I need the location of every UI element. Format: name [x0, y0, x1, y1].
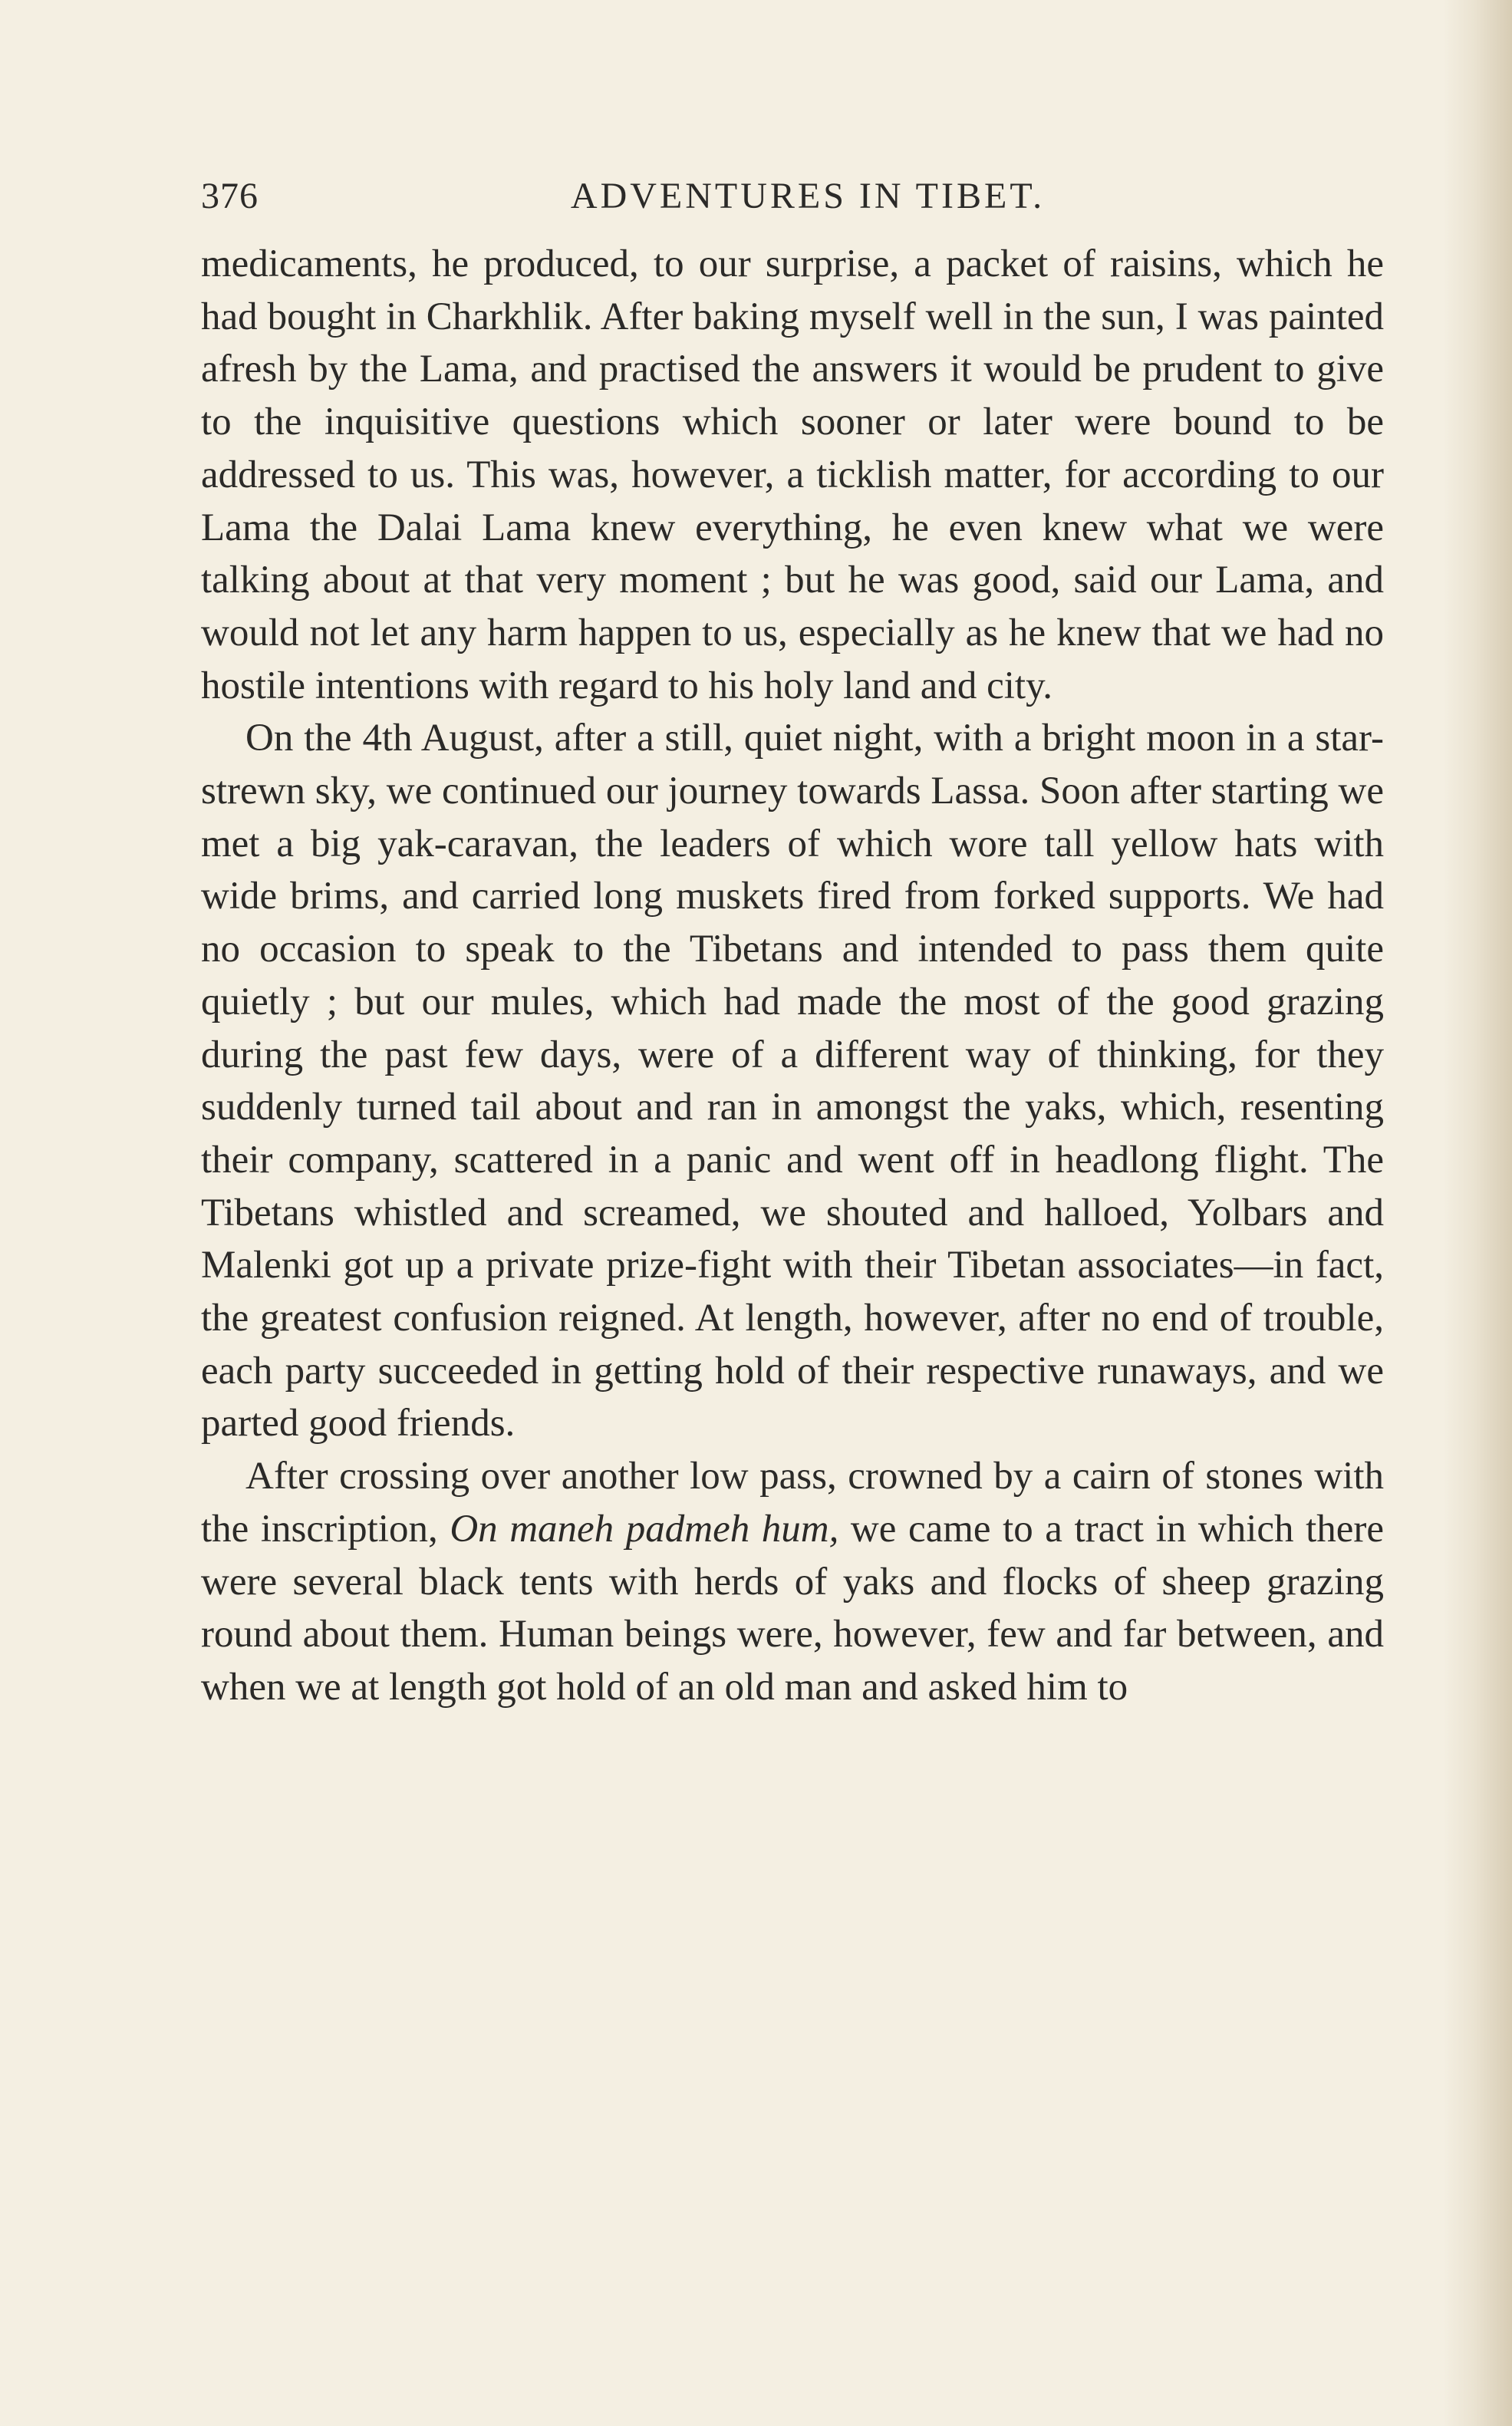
paragraph-1: medicaments, he produced, to our surprise, a packet of raisins, which he had bought in Charkhlik. After baking myself well in the sun, I was painted afresh by the Lama, and practised the answers it would be prudent to give to the inquisitive questions which sooner or later were bound to be addressed to us. This was, however, a ticklish matter, for according to our Lama the Dalai Lama knew everything, he even knew what we were talking about at that very moment ; but he was good, said our Lama, and would not let any harm happen to us, especially as he knew that we had no hostile intentions with regard to his holy land and city. [201, 242, 1384, 707]
paragraph-3-end: we came to a tract in which there were several black tents with herds of yaks and flocks of sheep grazing round about them. Human beings were, however, few and far between, and when we at length got hold of an old man and asked him to [201, 1507, 1384, 1709]
running-title: ADVENTURES IN TIBET. [570, 176, 1046, 216]
paragraph-3-start: After crossing over another low pass, crowned by a cairn of stones with the inscription, [201, 1455, 1384, 1551]
paragraph-2: On the 4th August, after a still, quiet night, with a bright moon in a star-strewn sky, we continued our journey towards Lassa. Soon after starting we met a big yak-caravan, the leaders of which wore tall yellow hats with wide brims, and carried long muskets fired from forked supports. We had no occasion to speak to the Tibetans and intended to pass them quite quietly ; but our mules, which had made the most of the good grazing during the past few days, were of a different way of thinking, for they suddenly turned tail about and ran in amongst the yaks, which, resenting their company, scattered in a panic and went off in headlong flight. The Tibetans whistled and screamed, we shouted and halloed, Yolbars and Malenki got up a private prize-fight with their Tibetan associates—in fact, the greatest confusion reigned. At length, however, after no end of trouble, each party succeeded in getting hold of their respective runaways, and we parted good friends. [201, 717, 1384, 1445]
running-head [201, 175, 1384, 229]
book-page [201, 175, 1384, 1714]
paragraph-3 [201, 1450, 1384, 1714]
inscription-italic: On maneh padmeh hum, [450, 1507, 839, 1551]
page-edge-shadow [1443, 0, 1512, 2426]
page-number: 376 [201, 176, 259, 216]
body-text [201, 238, 1384, 1714]
